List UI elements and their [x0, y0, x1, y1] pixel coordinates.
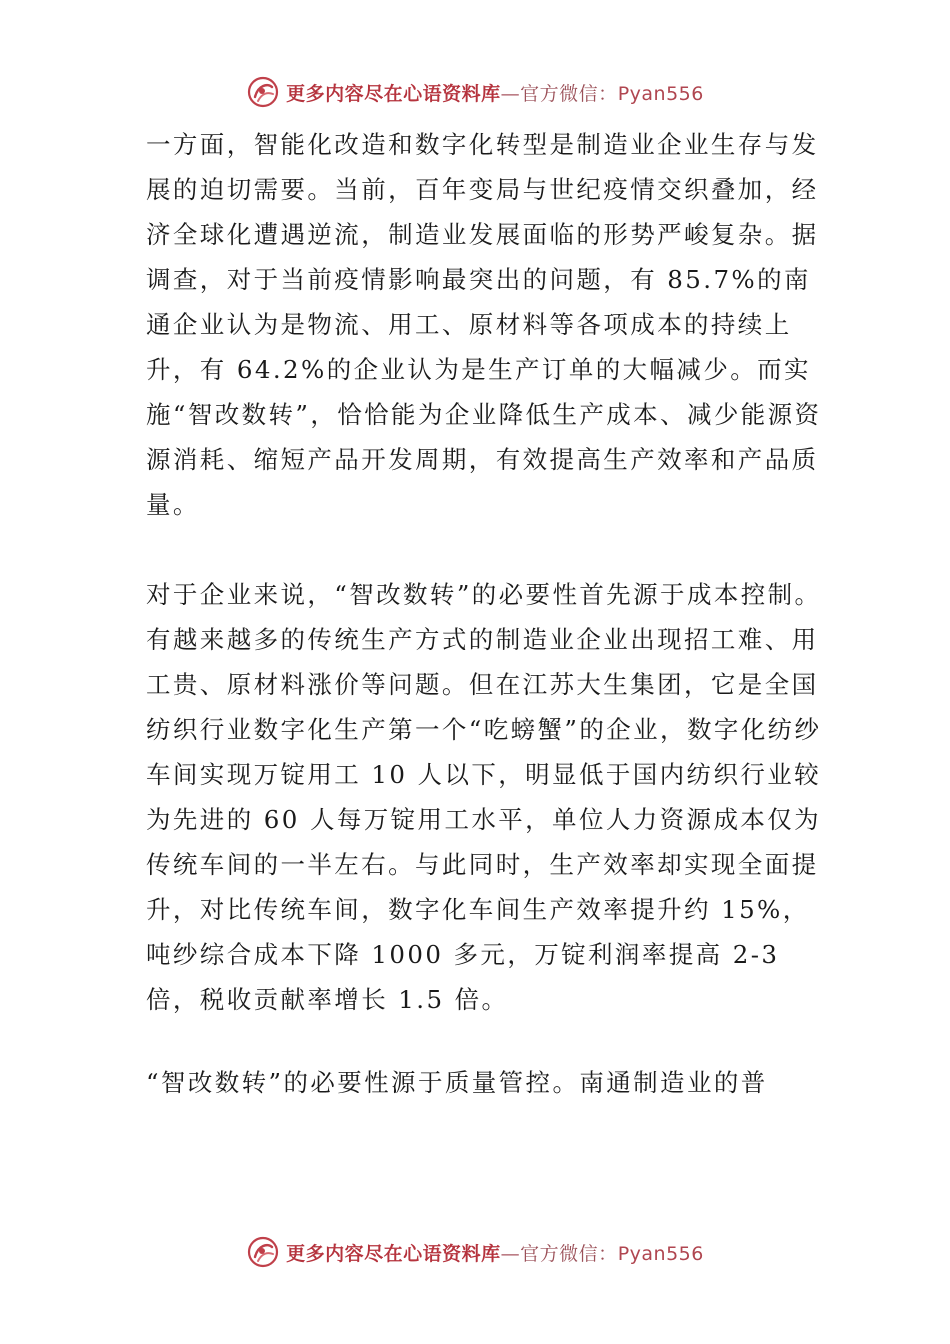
watermark-logo-icon — [246, 75, 280, 109]
document-body — [146, 122, 826, 1105]
watermark-wechat-label: 官方微信： — [520, 82, 618, 105]
watermark-separator: — — [500, 82, 521, 105]
watermark-separator: — — [500, 1242, 521, 1265]
paragraph-2: 对于企业来说，“智改数转”的必要性首先源于成本控制。有越来越多的传统生产方式的制造业企业出现招工难、用工贵、原材料涨价等问题。但在江苏大生集团，它是全国纺织行业数字化生产第一个“吃螃蟹”的企业，数字化纺纱车间实现万锭用工 10 人以下，明显低于国内纺织行业较为先进的 60 人每万锭用工水平，单位人力资源成本仅为传统车间的一半左右。与此同时，生产效率却实现全面提升，对比传统车间，数字化车间生产效率提升约 15%，吨纱综合成本下降 1000 多元，万锭利润率提高 2-3 倍，税收贡献率增长 1.5 倍。 — [146, 580, 822, 1014]
watermark-text — [286, 79, 704, 106]
paragraph-3: “智改数转”的必要性源于质量管控。南通制造业的普 — [146, 1068, 768, 1097]
watermark-main: 更多内容尽在心语资料库 — [286, 1242, 501, 1265]
watermark-logo-icon — [246, 1235, 280, 1269]
paragraph-1: 一方面，智能化改造和数字化转型是制造业企业生存与发展的迫切需要。当前，百年变局与世纪疫情交织叠加，经济全球化遭遇逆流，制造业发展面临的形势严峻复杂。据调查，对于当前疫情影响最突出的问题，有 85.7%的南通企业认为是物流、用工、原材料等各项成本的持续上升，有 64.2%的企业认为是生产订单的大幅减少。而实施“智改数转”，恰恰能为企业降低生产成本、减少能源资源消耗、缩短产品开发周期，有效提高生产效率和产品质量。 — [146, 130, 822, 519]
watermark-wechat-label: 官方微信： — [520, 1242, 618, 1265]
watermark-wechat-id: Pyan556 — [617, 1242, 704, 1265]
watermark-main: 更多内容尽在心语资料库 — [286, 82, 501, 105]
watermark-wechat-id: Pyan556 — [617, 82, 704, 105]
watermark-text — [286, 1239, 704, 1266]
footer-watermark — [0, 1232, 950, 1272]
header-watermark — [0, 72, 950, 112]
